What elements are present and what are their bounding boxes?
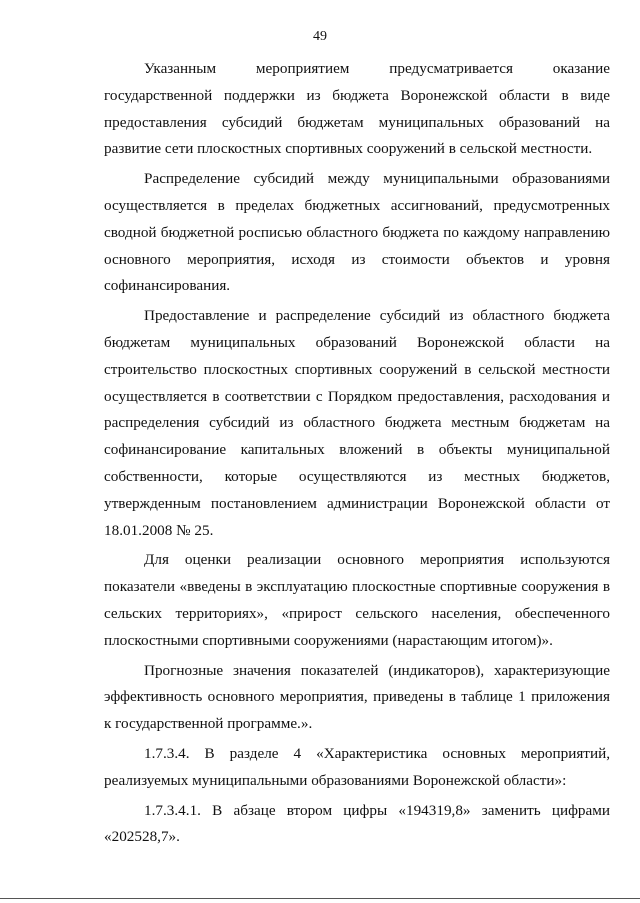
paragraph-support: Указанным мероприятием предусматривается оказание государственной поддержки из бюджета Воронежской области в виде предоставления субсидий бюджетам муниципальных образований на развитие сети плоскостных спортивных сооружений в сельской местности. (104, 60, 610, 158)
paragraph-procedure: Предоставление и распределение субсидий из областного бюджета бюджетам муниципальных образований Воронежской области на строительство плоскостных спортивных сооружений в сельской местности осуществляется в соответствии с Порядком предоставления, расходования и распределения субсидий из областного бюджета местным бюджетам на софинансирование капитальных вложений в объекты муниципальной собственности, которые осуществляются из местных бюджетов, утвержденным постановлением администрации Воронежской области от 18.01.2008 № 25. (104, 307, 610, 539)
page-number: 49 (313, 29, 327, 44)
bottom-divider (0, 898, 640, 899)
paragraph-forecast: Прогнозные значения показателей (индикаторов), характеризующие эффективность основного мероприятия, приведены в таблице 1 приложения к государственной программе.». (104, 661, 610, 733)
paragraph-distribution: Распределение субсидий между муниципальными образованиями осуществляется в пределах бюджетных ассигнований, предусмотренных сводной бюджетной росписью областного бюджета по каждому направлению основного мероприятия, исходя из стоимости объектов и уровня софинансирования. (104, 170, 610, 295)
document-body (104, 56, 610, 851)
paragraph-amendment: 1.7.3.4.1. В абзаце втором цифры «194319,8» заменить цифрами «202528,7». (104, 801, 610, 846)
paragraph-section-4: 1.7.3.4. В разделе 4 «Характеристика основных мероприятий, реализуемых муниципальными образованиями Воронежской области»: (104, 744, 610, 789)
paragraph-indicators: Для оценки реализации основного мероприятия используются показатели «введены в эксплуатацию плоскостные спортивные сооружения в сельских территориях», «прирост сельского населения, обеспеченного плоскостными спортивными сооружениями (нарастающим итогом)». (104, 551, 610, 649)
